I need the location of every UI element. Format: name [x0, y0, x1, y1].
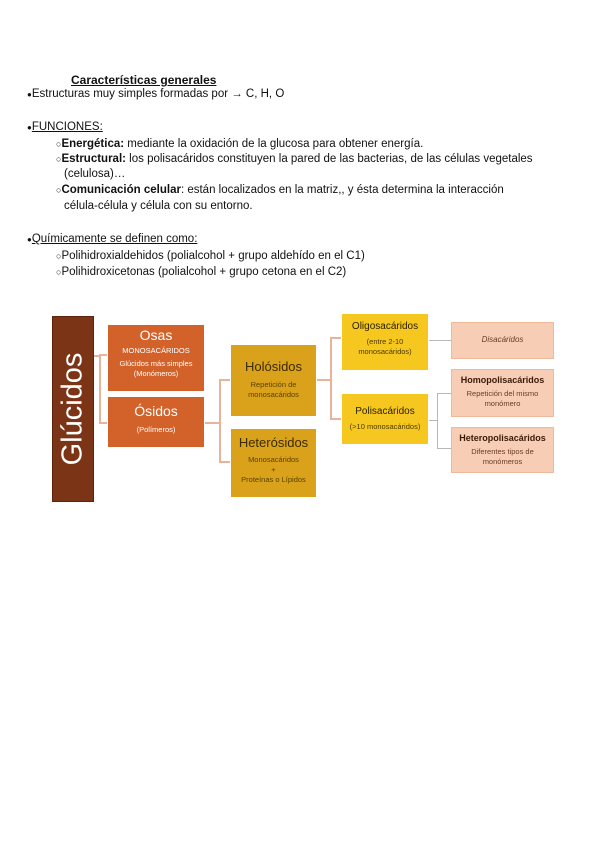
homopolisacaridos-box: [451, 369, 554, 417]
circle-bullet-icon: ○: [56, 251, 62, 261]
connector: [317, 379, 331, 381]
connector: [219, 461, 230, 463]
polisacaridos-box: [341, 393, 429, 445]
connector: [219, 379, 230, 381]
connector: [429, 420, 438, 421]
holosidos-box: [230, 344, 317, 417]
circle-bullet-icon: ○: [56, 267, 62, 277]
polisacaridos-line1: (>10 monosacáridos): [349, 422, 421, 431]
osas-title: Osas: [139, 327, 173, 343]
homopolisacaridos-title: Homopolisacáridos: [460, 375, 545, 385]
bullet-icon: ●: [27, 90, 32, 99]
item-label: Estructural:: [61, 153, 126, 165]
heterosidos-title: Heterósidos: [238, 435, 309, 450]
item-text: los polisacáridos constituyen la pared de las bacterias, de las células vegetales: [125, 153, 533, 165]
polisacaridos-title: Polisacáridos: [355, 406, 415, 417]
oligosacaridos-line1: (entre 2-10: [366, 337, 404, 346]
section-heading: Características generales: [71, 73, 217, 87]
osas-line3: (Monómeros): [133, 369, 179, 378]
osas-line1: MONOSACÁRIDOS: [122, 346, 190, 355]
intro-text: Estructuras muy simples formadas por → C, H, O: [31, 88, 285, 100]
connector: [99, 422, 107, 424]
item-continuation: (celulosa)…: [64, 168, 126, 180]
homopolisacaridos-line2: monómero: [484, 399, 521, 408]
connector: [205, 422, 220, 424]
heteropolisacaridos-title: Heteropolisacáridos: [459, 433, 546, 443]
item-text: mediante la oxidación de la glucosa para obtener energía.: [124, 138, 424, 150]
holosidos-line2: monosacáridos: [248, 390, 299, 399]
item-label: Energética:: [61, 138, 125, 150]
connector: [437, 393, 451, 394]
circle-bullet-icon: ○: [56, 139, 62, 149]
item-label: Comunicación celular: [61, 184, 181, 196]
funciones-title: FUNCIONES:: [31, 121, 103, 133]
disacaridos-title: Disacáridos: [481, 335, 524, 344]
glucidos-box: [52, 316, 94, 502]
osas-box: [107, 324, 205, 392]
heteropolisacaridos-line2: monómeros: [482, 457, 523, 466]
osidos-title: Ósidos: [134, 403, 178, 419]
holosidos-line1: Repetición de: [250, 380, 297, 389]
connector: [219, 379, 221, 462]
heteropolisacaridos-line1: Diferentes tipos de: [471, 447, 534, 456]
item-text: Polihidroxicetonas (polialcohol + grupo cetona en el C2): [61, 266, 347, 278]
circle-bullet-icon: ○: [56, 154, 62, 164]
connector: [99, 354, 101, 424]
connector: [99, 354, 107, 356]
osidos-line1: (Polímeros): [136, 425, 176, 434]
connector: [330, 337, 341, 339]
connector: [437, 393, 438, 449]
homopolisacaridos-line1: Repetición del mismo: [466, 389, 539, 398]
oligosacaridos-box: [341, 313, 429, 371]
osas-line2: Glúcidos más simples: [119, 359, 193, 368]
disacaridos-box: [451, 322, 554, 359]
connector: [330, 418, 341, 420]
item-text: : están localizados en la matriz,, y ésta determina la interacción: [180, 184, 504, 196]
circle-bullet-icon: ○: [56, 185, 62, 195]
heteropolisacaridos-box: [451, 427, 554, 473]
connector: [437, 448, 451, 449]
heterosidos-line1: Monosacáridos: [248, 455, 299, 464]
connector: [330, 337, 332, 419]
heterosidos-line2: +: [271, 465, 276, 474]
osidos-box: [107, 396, 205, 448]
connector: [429, 340, 451, 341]
heterosidos-line3: Proteínas o Lípidos: [241, 475, 306, 484]
heterosidos-box: [230, 428, 317, 498]
oligosacaridos-title: Oligosacáridos: [351, 321, 419, 332]
item-text: Polihidroxialdehidos (polialcohol + grupo aldehído en el C1): [61, 250, 365, 262]
glucidos-label: Glúcidos: [56, 352, 89, 466]
bullet-icon: ●: [27, 123, 32, 132]
quimica-title: Químicamente se definen como:: [31, 233, 198, 245]
bullet-icon: ●: [27, 235, 32, 244]
holosidos-title: Holósidos: [244, 359, 303, 374]
oligosacaridos-line2: monosacáridos): [358, 347, 412, 356]
item-continuation: célula-célula y célula con su entorno.: [64, 200, 253, 212]
